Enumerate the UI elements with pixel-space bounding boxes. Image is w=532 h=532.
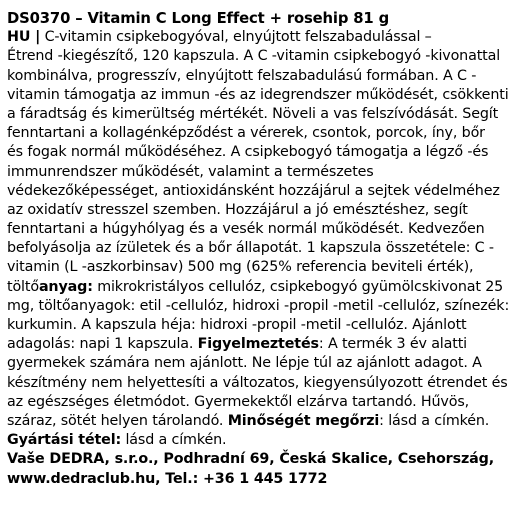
- text-line: [7, 354, 527, 373]
- bold-text: Vaše DEDRA, s.r.o., Podhradní 69, Česká Skalice, Csehország,: [7, 451, 494, 468]
- text-line: [7, 278, 527, 297]
- text-line: [7, 297, 527, 316]
- text-line: [7, 374, 527, 393]
- text-segment: kombinálva, progresszív, elnyújtott felszabadulású formában. A C -: [7, 67, 477, 84]
- text-line: [7, 412, 527, 431]
- text-line: [7, 124, 527, 143]
- text-line: [7, 335, 527, 354]
- text-segment: befolyásolja az ízületek és a bőr állapotát. 1 kapszula összetétele: C -: [7, 240, 494, 257]
- text-segment: vitamin támogatja az immun -és az idegrendszer működését, csökkenti: [7, 86, 509, 103]
- text-segment: gyermekek számára nem ajánlott. Ne lépje túl az ajánlott adagot. A: [7, 355, 482, 372]
- text-line: [7, 67, 527, 86]
- text-line: [7, 470, 527, 489]
- product-label-text: [7, 9, 527, 489]
- text-segment: száraz, sötét helyen tárolandó.: [7, 412, 228, 429]
- text-line: [7, 105, 527, 124]
- language-code: HU |: [7, 29, 41, 46]
- text-line: [7, 258, 527, 277]
- text-segment: fenntartani a húgyhólyag és a vesék normál működését. Kedvezően: [7, 221, 485, 238]
- text-line: [7, 86, 527, 105]
- text-segment: Étrend -kiegészítő, 120 kapszula. A C -vitamin csipkebogyó -kivonattal: [7, 48, 501, 65]
- text-line: [7, 316, 527, 335]
- text-segment: C-vitamin csipkebogyóval, elnyújtott felszabadulással –: [40, 29, 432, 46]
- text-segment: az egészséges életmódot. Gyermekektől elzárva tartandó. Hűvös,: [7, 393, 470, 410]
- text-segment: vitamin (L -aszkorbinsav) 500 mg (625% referencia beviteli érték),: [7, 259, 474, 276]
- text-segment: mg, töltőanyagok: etil -cellulóz, hidroxi -propil -metil -cellulóz, színezék:: [7, 297, 510, 314]
- text-segment: az oxidatív stresszel szemben. Hozzájárul a jó emésztéshez, segít: [7, 201, 468, 218]
- text-segment: immunrendszer működését, valamint a természetes: [7, 163, 374, 180]
- text-segment: kurkumin. A kapszula héja: hidroxi -propil -metil -cellulóz. Ajánlott: [7, 317, 467, 333]
- text-segment: és fogak normál működéséhez. A csipkebogyó támogatja a légző -és: [7, 144, 489, 161]
- product-description: [7, 28, 527, 489]
- text-segment: lásd a címkén.: [121, 432, 227, 449]
- text-line: [7, 163, 527, 182]
- text-segment: : lásd a címkén.: [379, 412, 490, 429]
- bold-text: anyag:: [38, 278, 93, 295]
- text-line: [7, 393, 527, 412]
- text-line: [7, 431, 527, 450]
- text-segment: adagolás: napi 1 kapszula.: [7, 336, 198, 353]
- product-title: DS0370 – Vitamin C Long Effect + rosehip 81 g: [7, 10, 390, 27]
- text-segment: fenntartani a kollagénképződést a vérerek, csontok, porcok, íny, bőr: [7, 125, 485, 142]
- bold-text: Minőségét megőrzi: [227, 412, 380, 429]
- text-segment: védekezőképességet, antioxidánsként hozzájárul a sejtek védelméhez: [7, 182, 500, 199]
- text-line: [7, 28, 527, 47]
- text-segment: készítmény nem helyettesíti a változatos, kiegyensúlyozott étrendet és: [7, 374, 508, 391]
- text-line: [7, 450, 527, 469]
- text-line: [7, 182, 527, 201]
- text-segment: a fáradtság és kimerültség mértékét. Növeli a vas felszívódását. Segít: [7, 105, 499, 122]
- text-line: [7, 239, 527, 258]
- bold-text: Gyártási tétel:: [7, 432, 122, 449]
- text-segment: : A termék 3 év alatti: [318, 336, 467, 353]
- bold-text: Figyelmeztetés: [197, 336, 319, 353]
- text-line: [7, 220, 527, 239]
- text-line: [7, 143, 527, 162]
- bold-text: www.dedraclub.hu, Tel.: +36 1 445 1772: [7, 470, 328, 487]
- text-segment: töltő: [7, 278, 39, 295]
- text-segment: mikrokristályos cellulóz, csipkebogyó gyümölcskivonat 25: [92, 278, 504, 295]
- text-line: [7, 47, 527, 66]
- text-line: [7, 201, 527, 220]
